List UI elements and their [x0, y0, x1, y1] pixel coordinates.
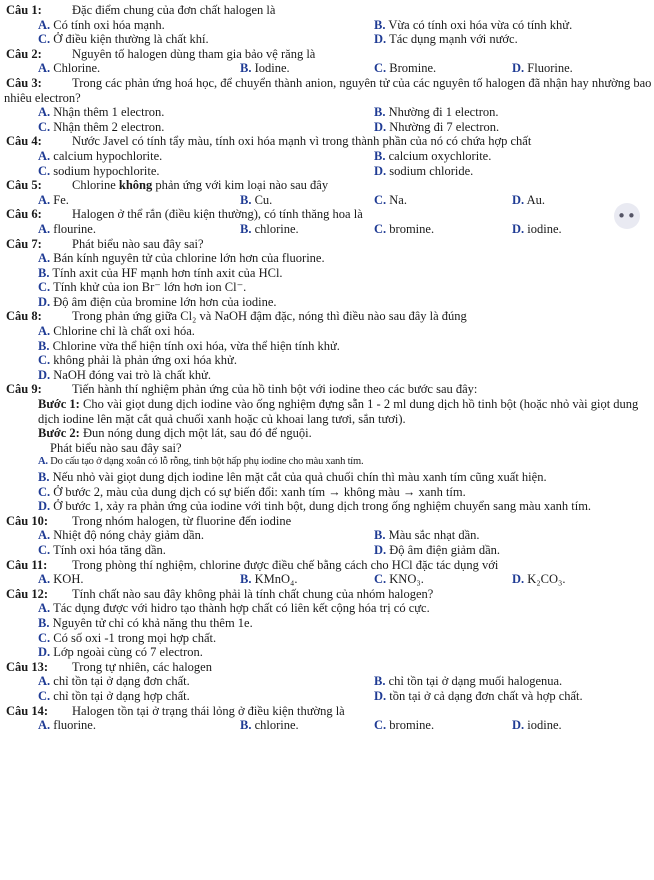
option-c[interactable]	[4, 353, 652, 368]
option-text: flourine.	[53, 221, 96, 236]
option-text: không phải là phản ứng oxi hóa khử.	[53, 353, 237, 368]
option-c[interactable]	[38, 32, 209, 47]
question-7	[4, 237, 652, 310]
option-text: Nhận thêm 2 electron.	[53, 119, 165, 134]
option-b[interactable]	[374, 149, 491, 164]
option-letter: C.	[38, 32, 51, 47]
option-letter: D.	[38, 499, 51, 514]
option-d[interactable]	[374, 689, 583, 704]
option-letter: D.	[374, 688, 387, 703]
question-text: Halogen tồn tại ở trạng thái lỏng ở điều kiện thường là	[72, 703, 345, 718]
option-a[interactable]	[38, 528, 204, 543]
option-letter: C.	[38, 353, 51, 368]
option-row	[4, 222, 652, 237]
option-letter: B.	[240, 192, 252, 207]
option-text: Cu.	[254, 192, 273, 207]
option-d[interactable]	[374, 164, 473, 179]
option-text: tồn tại ở cả dạng đơn chất và hợp chất.	[389, 688, 583, 703]
option-a[interactable]	[4, 455, 652, 470]
option-text: Chlorine vừa thể hiện tính oxi hóa, vừa thể hiện tính khử.	[52, 338, 340, 353]
experiment-step-2	[4, 426, 652, 441]
option-row	[4, 543, 652, 558]
option-text: calcium hypochlorite.	[53, 148, 163, 163]
option-d[interactable]	[4, 295, 652, 310]
option-d[interactable]	[4, 499, 652, 514]
question-stem	[4, 207, 652, 222]
option-b[interactable]	[4, 616, 652, 631]
stem-part: phản ứng với kim loại nào sau đây	[152, 178, 329, 193]
option-a[interactable]	[38, 222, 96, 237]
option-row	[4, 689, 652, 704]
option-letter: B.	[240, 572, 252, 587]
option-letter: B.	[374, 105, 386, 120]
option-letter: C.	[374, 572, 387, 587]
stem-part: Chlorine	[72, 178, 119, 193]
option-letter: C.	[374, 61, 387, 76]
option-letter: A.	[38, 17, 51, 32]
option-letter: A.	[38, 192, 51, 207]
option-letter: C.	[374, 192, 387, 207]
question-text: Trong phòng thí nghiệm, chlorine được điều chế bằng cách cho HCl đặc tác dụng với	[72, 557, 499, 572]
option-d[interactable]	[4, 368, 652, 383]
step-text: Đun nóng dung dịch một lát, sau đó để nguội.	[82, 426, 312, 441]
option-text: Fluorine.	[527, 61, 573, 76]
stem-emphasis: không	[118, 178, 153, 193]
option-text: Chlorine.	[53, 61, 101, 76]
option-letter: B.	[374, 148, 386, 163]
option-c[interactable]	[4, 280, 652, 295]
question-stem	[4, 3, 652, 18]
option-row	[4, 120, 652, 135]
option-b[interactable]	[240, 718, 299, 733]
option-b[interactable]	[240, 222, 299, 237]
question-5	[4, 178, 652, 207]
question-text: Đặc điểm chung của đơn chất halogen là	[72, 3, 276, 17]
question-number: Câu 5:	[6, 178, 42, 193]
option-letter: C.	[38, 484, 51, 499]
option-letter: A.	[38, 572, 51, 587]
option-text: calcium oxychlorite.	[388, 148, 492, 163]
question-13	[4, 660, 652, 704]
option-a[interactable]	[38, 18, 165, 33]
option-letter: D.	[38, 294, 51, 309]
question-text: Trong các phản ứng hoá học, để chuyển thành anion, nguyên tử của các nguyên tố halogen đã nhận hay nhường bao nhiêu electron?	[4, 75, 652, 105]
question-stem	[4, 47, 652, 62]
option-letter: A.	[38, 105, 51, 120]
option-text: Nguyên tử chỉ có khả năng thu thêm 1e.	[52, 615, 253, 630]
option-letter: A.	[38, 674, 51, 689]
option-b[interactable]	[374, 528, 480, 543]
option-text: NaOH đóng vai trò là chất khử.	[53, 367, 212, 382]
option-text: bromine.	[389, 221, 435, 236]
option-c[interactable]	[374, 222, 434, 237]
option-d[interactable]	[512, 572, 566, 587]
option-text: Nhiệt độ nóng chảy giảm dần.	[53, 528, 204, 543]
question-text: Halogen ở thể rắn (điều kiện thường), có tính thăng hoa là	[72, 207, 363, 222]
question-text: Nước Javel có tính tẩy màu, tính oxi hóa mạnh vì trong thành phần của nó có chứa hợp chất	[72, 134, 532, 149]
step-text: Cho vài giọt dung dịch iodine vào ống nghiệm đựng sẵn 1 - 2 ml dung dịch hồ tinh bột (hoặc nhỏ vài giọt dung dịch iodine lên mặt cắt quả chuối xanh hoặc củ khoai lang tươi, sắn tươi).	[38, 397, 639, 426]
option-row	[4, 105, 652, 120]
option-text: Nhường đi 1 electron.	[388, 105, 499, 120]
option-letter: B.	[240, 221, 252, 236]
question-text: Trong phản ứng giữa Cl₂ và NaOH đậm đặc, nóng thì điều nào sau đây là đúng	[72, 309, 467, 324]
option-letter: C.	[374, 221, 387, 236]
option-row	[4, 149, 652, 164]
question-number: Câu 6:	[6, 207, 42, 222]
option-letter: A.	[38, 528, 51, 543]
option-a[interactable]	[4, 601, 652, 616]
option-text: Bán kính nguyên tử của chlorine lớn hơn của fluorine.	[53, 251, 325, 266]
option-letter: D.	[512, 572, 525, 587]
option-b[interactable]	[4, 470, 652, 485]
option-a[interactable]	[38, 193, 69, 208]
option-d[interactable]	[512, 718, 562, 733]
option-d[interactable]	[374, 32, 518, 47]
option-a[interactable]	[38, 674, 190, 689]
option-letter: B.	[240, 61, 252, 76]
option-text: Fe.	[53, 192, 69, 207]
step-label: Bước 1:	[38, 397, 80, 412]
option-letter: A.	[38, 148, 51, 163]
question-text	[72, 178, 328, 192]
option-text: KNO₃.	[389, 572, 424, 587]
option-a[interactable]	[38, 149, 162, 164]
option-b[interactable]	[240, 572, 298, 587]
option-text: chlorine.	[254, 221, 299, 236]
question-text: Phát biểu nào sau đây sai?	[72, 236, 204, 251]
option-text: bromine.	[389, 718, 435, 733]
question-stem	[4, 237, 652, 252]
option-letter: D.	[38, 645, 51, 660]
option-text: KMnO₄.	[254, 572, 298, 587]
option-letter: D.	[512, 221, 525, 236]
question-3	[4, 76, 652, 134]
question-text: Tiến hành thí nghiệm phản ứng của hồ tinh bột với iodine theo các bước sau đây:	[72, 382, 478, 397]
question-12	[4, 587, 652, 660]
option-b[interactable]	[240, 193, 272, 208]
option-letter: A.	[38, 324, 51, 339]
question-6	[4, 207, 652, 236]
option-c[interactable]	[4, 485, 652, 500]
option-c[interactable]	[374, 193, 407, 208]
option-letter: B.	[38, 338, 50, 353]
question-number: Câu 1:	[6, 3, 42, 17]
option-letter: D.	[374, 119, 387, 134]
question-8	[4, 309, 652, 382]
option-text: sodium chloride.	[389, 163, 474, 178]
sub-question: Phát biểu nào sau đây sai?	[50, 440, 182, 455]
option-b[interactable]	[240, 61, 290, 76]
option-text: Na.	[389, 192, 407, 207]
option-letter: C.	[38, 280, 51, 295]
option-text: chỉ tồn tại ở dạng muối halogenua.	[388, 674, 563, 689]
question-stem	[4, 587, 652, 602]
option-row	[4, 674, 652, 689]
option-text: Chlorine chỉ là chất oxi hóa.	[53, 324, 195, 339]
option-text: Au.	[526, 192, 545, 207]
question-stem	[4, 382, 652, 397]
question-number: Câu 9:	[6, 382, 42, 397]
question-14	[4, 704, 652, 733]
option-letter: A.	[38, 456, 48, 468]
option-text: Nếu nhỏ vài giọt dung dịch iodine lên mặt cắt của quả chuối chín thì màu xanh tím cũng xuất hiện.	[52, 470, 547, 484]
option-a[interactable]	[38, 105, 164, 120]
option-text: Bromine.	[389, 61, 437, 76]
question-10	[4, 514, 652, 558]
question-stem	[4, 558, 652, 573]
question-number: Câu 3:	[6, 75, 42, 90]
option-d[interactable]	[512, 193, 545, 208]
option-letter: D.	[374, 542, 387, 557]
option-text: Màu sắc nhạt dần.	[388, 528, 480, 543]
option-text: KOH.	[53, 572, 84, 587]
option-text: Do cấu tạo ở dạng xoắn có lỗ rỗng, tinh bột hấp phụ iodine cho màu xanh tím.	[50, 456, 364, 468]
question-text: Nguyên tố halogen dùng tham gia bảo vệ răng là	[72, 46, 316, 61]
option-a[interactable]	[38, 61, 100, 76]
option-row	[4, 718, 652, 733]
option-c[interactable]	[4, 631, 652, 646]
option-text: Iodine.	[254, 61, 290, 76]
option-letter: C.	[38, 630, 51, 645]
more-dots-icon[interactable]: ••	[614, 203, 640, 229]
option-letter: D.	[512, 192, 525, 207]
option-d[interactable]	[4, 645, 652, 660]
option-text: Lớp ngoài cùng có 7 electron.	[53, 645, 203, 660]
option-row	[4, 32, 652, 47]
option-b[interactable]	[4, 339, 652, 354]
option-c[interactable]	[374, 61, 436, 76]
question-number: Câu 2:	[6, 46, 42, 61]
option-text: Có tính oxi hóa mạnh.	[53, 17, 165, 32]
option-text: Có số oxi -1 trong mọi hợp chất.	[53, 630, 217, 645]
option-letter: B.	[240, 718, 252, 733]
option-c[interactable]	[38, 120, 164, 135]
option-letter: C.	[38, 542, 51, 557]
option-text: Ở bước 1, xảy ra phản ứng của iodine với tinh bột, dung dịch trong ống nghiệm chuyển sang màu xanh tím.	[53, 499, 592, 514]
option-text: Tính oxi hóa tăng dần.	[53, 542, 166, 557]
question-4	[4, 134, 652, 178]
option-a[interactable]	[38, 572, 84, 587]
question-stem	[4, 514, 652, 529]
option-a[interactable]	[4, 324, 652, 339]
option-b[interactable]	[374, 105, 498, 120]
option-row	[4, 18, 652, 33]
question-2	[4, 47, 652, 76]
question-number: Câu 11:	[6, 557, 48, 572]
option-text: chỉ tồn tại ở dạng đơn chất.	[53, 674, 190, 689]
question-text: Trong tự nhiên, các halogen	[72, 659, 212, 674]
option-row	[4, 164, 652, 179]
question-1	[4, 3, 652, 47]
option-letter: D.	[512, 61, 525, 76]
option-c[interactable]	[38, 164, 160, 179]
question-9	[4, 382, 652, 513]
option-letter: B.	[374, 528, 386, 543]
quiz-document	[4, 3, 652, 733]
option-text: Tác dụng mạnh với nước.	[389, 32, 518, 47]
option-row	[4, 528, 652, 543]
option-d[interactable]	[374, 120, 499, 135]
experiment-step-1	[4, 397, 652, 426]
option-c[interactable]	[38, 689, 190, 704]
option-letter: D.	[374, 32, 387, 47]
option-letter: D.	[512, 718, 525, 733]
option-text: iodine.	[527, 718, 562, 733]
option-letter: C.	[38, 688, 51, 703]
option-text: Độ âm điện giảm dần.	[389, 542, 501, 557]
option-text: iodine.	[527, 221, 562, 236]
question-text: Tính chất nào sau đây không phải là tính chất chung của nhóm halogen?	[72, 586, 434, 601]
option-b[interactable]	[374, 18, 572, 33]
question-number: Câu 14:	[6, 703, 49, 718]
question-stem	[4, 660, 652, 675]
option-a[interactable]	[4, 251, 652, 266]
option-text: chỉ tồn tại ở dạng hợp chất.	[53, 688, 190, 703]
question-stem	[4, 309, 652, 324]
question-stem	[4, 704, 652, 719]
option-text: Tính khử của ion Br⁻ lớn hơn ion Cl⁻.	[53, 280, 247, 295]
question-stem	[4, 134, 652, 149]
option-text: Độ âm điện của bromine lớn hơn của iodine.	[53, 294, 277, 309]
option-text: fluorine.	[53, 718, 96, 733]
option-d[interactable]	[512, 61, 573, 76]
option-b[interactable]	[4, 266, 652, 281]
option-text: Ở điều kiện thường là chất khí.	[53, 32, 209, 47]
question-text: Trong nhóm halogen, từ fluorine đến iodine	[72, 513, 292, 528]
question-stem	[4, 178, 652, 193]
option-d[interactable]	[374, 543, 500, 558]
option-letter: B.	[38, 470, 50, 484]
question-number: Câu 7:	[6, 236, 42, 251]
option-c[interactable]	[374, 718, 434, 733]
question-number: Câu 13:	[6, 659, 49, 674]
option-text: Tính axit của HF mạnh hơn tính axit của HCl.	[52, 265, 283, 280]
question-number: Câu 8:	[6, 309, 42, 324]
question-number: Câu 10:	[6, 513, 49, 528]
option-letter: A.	[38, 718, 51, 733]
option-text: sodium hypochlorite.	[53, 163, 160, 178]
question-number: Câu 12:	[6, 586, 49, 601]
option-text: Vừa có tính oxi hóa vừa có tính khử.	[388, 17, 573, 32]
option-c[interactable]	[38, 543, 166, 558]
option-text: chlorine.	[254, 718, 299, 733]
step-label: Bước 2:	[38, 426, 80, 441]
option-letter: C.	[38, 163, 51, 178]
option-letter: A.	[38, 601, 51, 616]
option-b[interactable]	[374, 674, 562, 689]
option-letter: C.	[38, 119, 51, 134]
option-text: Nhận thêm 1 electron.	[53, 105, 165, 120]
option-row	[4, 61, 652, 76]
option-row	[4, 572, 652, 587]
question-stem	[4, 76, 652, 105]
option-letter: A.	[38, 61, 51, 76]
option-letter: D.	[38, 367, 51, 382]
option-letter: C.	[374, 718, 387, 733]
option-letter: A.	[38, 221, 51, 236]
option-letter: B.	[374, 674, 386, 689]
question-11	[4, 558, 652, 587]
option-letter: B.	[38, 265, 50, 280]
option-c[interactable]	[374, 572, 424, 587]
option-text: Tác dụng được với hidro tạo thành hợp chất có liên kết cộng hóa trị có cực.	[53, 601, 430, 616]
option-letter: B.	[38, 615, 50, 630]
option-text: Nhường đi 7 electron.	[389, 119, 500, 134]
option-text: K₂CO₃.	[527, 572, 566, 587]
option-letter: B.	[374, 17, 386, 32]
option-d[interactable]	[512, 222, 562, 237]
option-text: Ở bước 2, màu của dung dịch có sự biến đổi: xanh tím → không màu → xanh tím.	[53, 484, 466, 499]
option-letter: D.	[374, 163, 387, 178]
option-row	[4, 193, 652, 208]
question-number: Câu 4:	[6, 134, 42, 149]
option-letter: A.	[38, 251, 51, 266]
option-a[interactable]	[38, 718, 96, 733]
